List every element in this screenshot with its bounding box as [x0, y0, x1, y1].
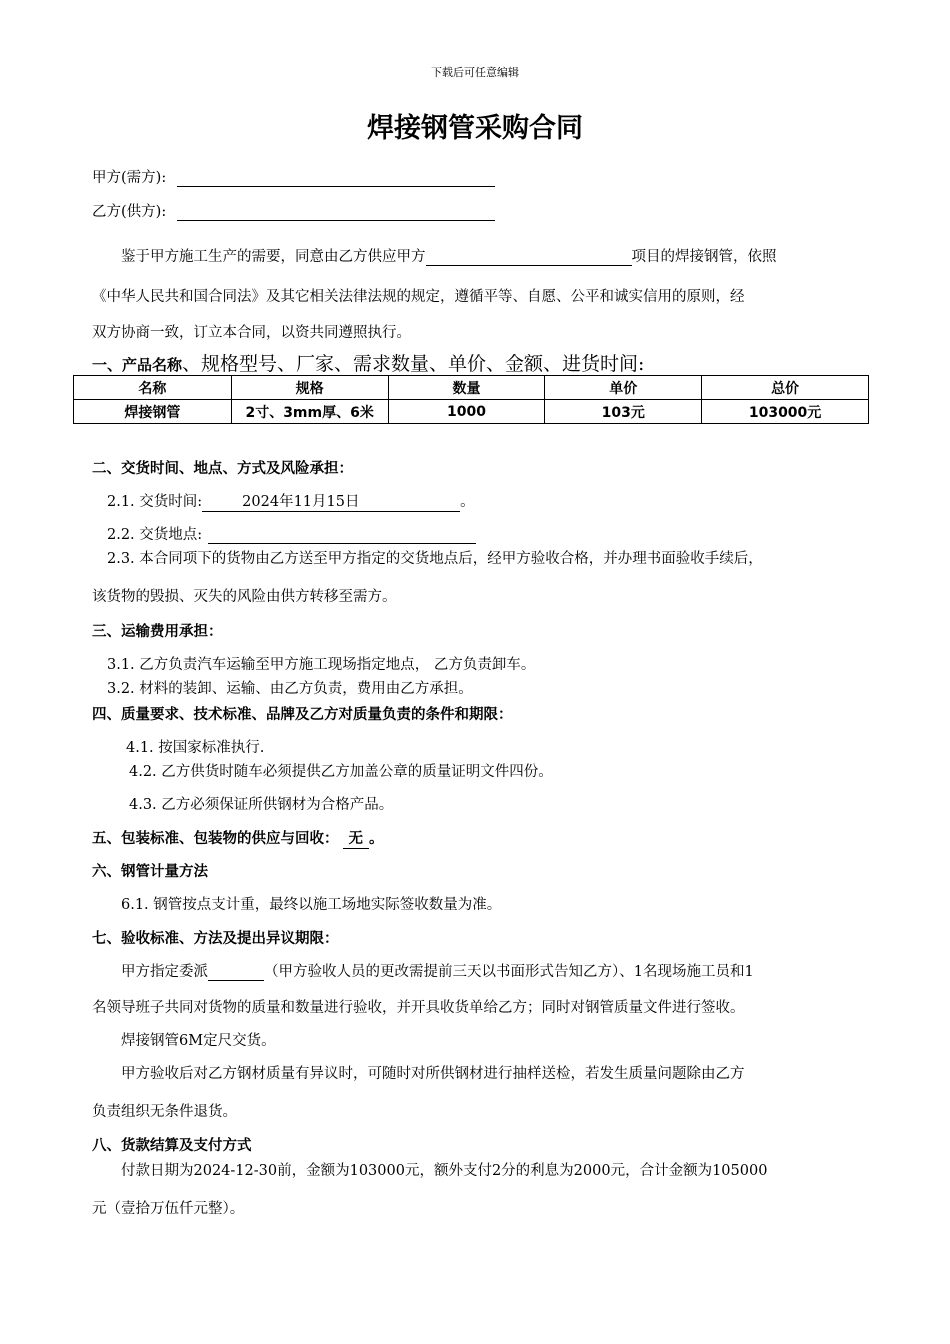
risk-line-1: 2.3. 本合同项下的货物由乙方送至甲方指定的交货地点后，经甲方验收合格，并办理书面验收手续后， — [107, 551, 763, 567]
section-3-heading: 三、运输费用承担： — [92, 624, 223, 640]
table-cell: 1000 — [388, 400, 545, 424]
table-cell: 103000元 — [702, 400, 869, 424]
section-4-item-2: 4.2. 乙方供货时随车必须提供乙方加盖公章的质量证明文件四份。 — [129, 764, 553, 780]
section-3-item-1: 3.1. 乙方负责汽车运输至甲方施工现场指定地点， 乙方负责卸车。 — [107, 657, 536, 673]
table-cell: 103元 — [545, 400, 702, 424]
section-6-item-1: 6.1. 钢管按点支计重，最终以施工场地实际签收数量为准。 — [121, 897, 502, 913]
section-8-heading: 八、货款结算及支付方式 — [92, 1138, 252, 1154]
delivery-time-value: 2024年11月15日 — [202, 490, 460, 512]
table-header-cell: 单价 — [545, 376, 702, 400]
section-1-heading: 一、产品名称、规格型号、厂家、需求数量、单价、金额、进货时间: — [92, 353, 645, 375]
party-a-label: 甲方(需方): — [92, 170, 167, 186]
section-7-para-2: 焊接钢管6M定尺交货。 — [121, 1033, 276, 1049]
project-blank — [426, 249, 632, 266]
section-7-heading: 七、验收标准、方法及提出异议期限： — [92, 931, 339, 947]
party-a-line — [92, 166, 495, 187]
section-2-heading: 二、交货时间、地点、方式及风险承担： — [92, 461, 353, 477]
product-table — [73, 375, 869, 424]
section-5-heading: 五、包装标准、包装物的供应与回收： 无 。 — [92, 827, 384, 849]
page-header: 下载后可任意编辑 — [431, 66, 519, 79]
table-cell: 2寸、3mm厚、6米 — [231, 400, 388, 424]
delivery-place-blank — [208, 527, 476, 544]
intro-line-1: 鉴于甲方施工生产的需要，同意由乙方供应甲方 项目的焊接钢管，依照 — [121, 249, 777, 265]
delivery-time-line: 2.1. 交货时间: 2024年11月15日 。 — [107, 490, 475, 512]
section-6-heading: 六、钢管计量方法 — [92, 864, 208, 880]
page-title: 焊接钢管采购合同 — [367, 113, 583, 144]
section-4-item-1: 4.1. 按国家标准执行. — [126, 740, 265, 756]
section-7-para-1: 甲方指定委派 （甲方验收人员的更改需提前三天以书面形式告知乙方）、1名现场施工员和1 — [121, 964, 754, 980]
section-8-para-1: 付款日期为2024-12-30前，金额为103000元，额外支付2分的利息为2000元，合计金额为105000 — [121, 1163, 768, 1179]
inspector-blank — [208, 964, 264, 981]
section-8-para-1b: 元（壹拾万伍仟元整）。 — [92, 1201, 245, 1217]
table-header-cell: 数量 — [388, 376, 545, 400]
intro-line-3: 双方协商一致，订立本合同，以资共同遵照执行。 — [92, 325, 411, 341]
table-header-cell: 总价 — [702, 376, 869, 400]
packaging-value: 无 — [343, 827, 370, 849]
table-cell: 焊接钢管 — [74, 400, 232, 424]
table-header-cell: 名称 — [74, 376, 232, 400]
table-header-cell: 规格 — [231, 376, 388, 400]
section-7-para-3: 甲方验收后对乙方钢材质量有异议时，可随时对所供钢材进行抽样送检，若发生质量问题除由乙方 — [121, 1066, 745, 1082]
section-3-item-2: 3.2. 材料的装卸、运输、由乙方负责，费用由乙方承担。 — [107, 681, 473, 697]
section-4-heading: 四、质量要求、技术标准、品牌及乙方对质量负责的条件和期限： — [92, 707, 513, 723]
table-row — [74, 400, 869, 424]
section-7-para-1b: 名领导班子共同对货物的质量和数量进行验收，并开具收货单给乙方；同时对钢管质量文件进行签收。 — [92, 1000, 745, 1016]
section-4-item-3: 4.3. 乙方必须保证所供钢材为合格产品。 — [129, 797, 394, 813]
table-header-row — [74, 376, 869, 400]
risk-line-2: 该货物的毁损、灭失的风险由供方转移至需方。 — [92, 589, 397, 605]
party-b-label: 乙方(供方): — [92, 204, 167, 220]
party-b-line — [92, 200, 495, 221]
section-7-para-3b: 负责组织无条件退货。 — [92, 1104, 237, 1120]
party-a-blank — [177, 170, 495, 187]
intro-line-2: 《中华人民共和国合同法》及其它相关法律法规的规定，遵循平等、自愿、公平和诚实信用的原则，经 — [92, 289, 745, 305]
party-b-blank — [177, 204, 495, 221]
delivery-place-line: 2.2. 交货地点: — [107, 523, 476, 544]
